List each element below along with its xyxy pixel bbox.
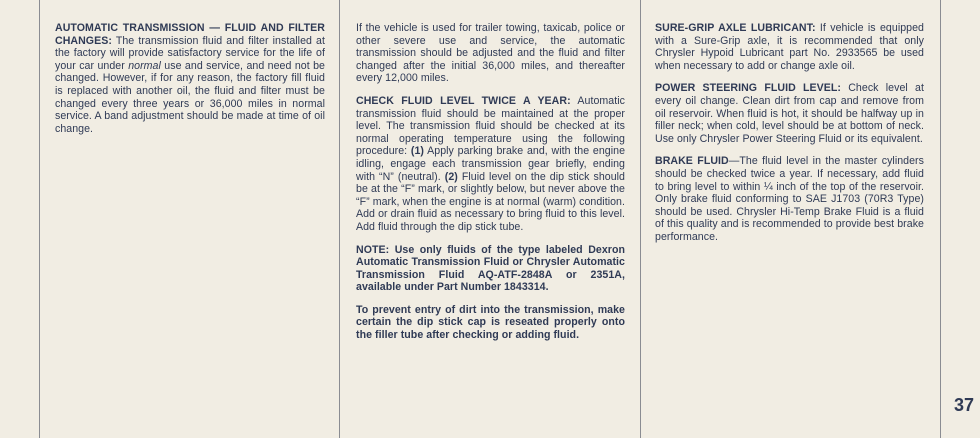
step-1-marker: (1)	[410, 145, 424, 158]
transmission-fluid-heading: AUTOMATIC TRANSMISSION — FLUID AND FILTER CHANGES:	[55, 22, 325, 47]
fluid-type-note: NOTE: Use only fluids of the type labeled Dexron Automatic Transmission Fluid or Chrysler Automatic Transmission Fluid AQ-ATF-2848A or 2351A, available under Part Number 1843314.	[356, 243, 625, 294]
column-divider-1	[339, 0, 340, 438]
check-fluid-level-paragraph: CHECK FLUID LEVEL TWICE A YEAR: Automatic transmission fluid should be maintained at the proper level. The transmission fluid should be checked at its normal operating temperature using the following procedure: (1) Apply parking brake and, with the engine idling, engage each transmission gear briefly, ending with “N” (neutral). (2) Fluid level on the dip stick should be at the “F” mark, or slightly below, but never above the “F” mark, when the engine is at normal (warm) condition. Add or drain fluid as necessary to bring fluid to this level. Add fluid through the dip stick tube.	[356, 94, 626, 233]
step-2-marker: (2)	[444, 170, 458, 183]
power-steering-heading: POWER STEERING FLUID LEVEL:	[655, 82, 841, 95]
transmission-fluid-paragraph: AUTOMATIC TRANSMISSION — FLUID AND FILTER CHANGES: The transmission fluid and filter installed at the factory will provide satisfactory service for the life of your car under normal use and service, and need not be changed. However, if for any reason, the factory fill fluid is replaced with another oil, the fluid and filter must be changed every three years or 36,000 miles in normal service. A band adjustment should be made at time of oil change.	[55, 22, 325, 135]
severe-service-paragraph: If the vehicle is used for trailer towing, taxicab, police or other severe use and service, the automatic transmission should be adjusted and the fluid and filter changed after the initial 36,000 miles, and thereafter every 12,000 miles.	[356, 22, 625, 85]
column-divider-2	[640, 0, 641, 438]
column-3	[655, 22, 924, 254]
brake-fluid-heading: BRAKE FLUID	[655, 155, 729, 168]
column-divider-left	[39, 0, 40, 438]
brake-fluid-paragraph: BRAKE FLUID—The fluid level in the master cylinders should be checked twice a year. If necessary, add fluid to bring level to within ¼ inch of the top of the reservoir. Only brake fluid conforming to SAE J1703 (70R3 Type) should be used. Chrysler Hi-Temp Brake Fluid is a fluid of this quality and is recommended to provide best brake performance.	[655, 155, 924, 243]
column-divider-right	[940, 0, 941, 438]
check-fluid-level-heading: CHECK FLUID LEVEL TWICE A YEAR:	[356, 94, 571, 107]
dirt-prevention-note: To prevent entry of dirt into the transmission, make certain the dip stick cap is reseated properly onto the filler tube after checking or adding fluid.	[356, 303, 625, 342]
sure-grip-heading: SURE-GRIP AXLE LUBRICANT:	[655, 22, 816, 34]
power-steering-paragraph: POWER STEERING FLUID LEVEL: Check level at every oil change. Clean dirt from cap and remove from oil reservoir. When fluid is hot, it should be halfway up in filler neck; when cold, level should be at bottom of neck. Use only Chrysler Power Steering Fluid or its equivalent.	[655, 82, 924, 145]
emphasis-normal: normal	[128, 59, 161, 72]
column-2	[356, 22, 625, 352]
column-1	[55, 22, 325, 145]
page-number: 37	[953, 395, 974, 415]
sure-grip-paragraph: SURE-GRIP AXLE LUBRICANT: If vehicle is equipped with a Sure-Grip axle, it is recommended that only Chrysler Hypoid Lubricant part No. 2933565 be used when necessary to add or change axle oil.	[655, 22, 924, 72]
